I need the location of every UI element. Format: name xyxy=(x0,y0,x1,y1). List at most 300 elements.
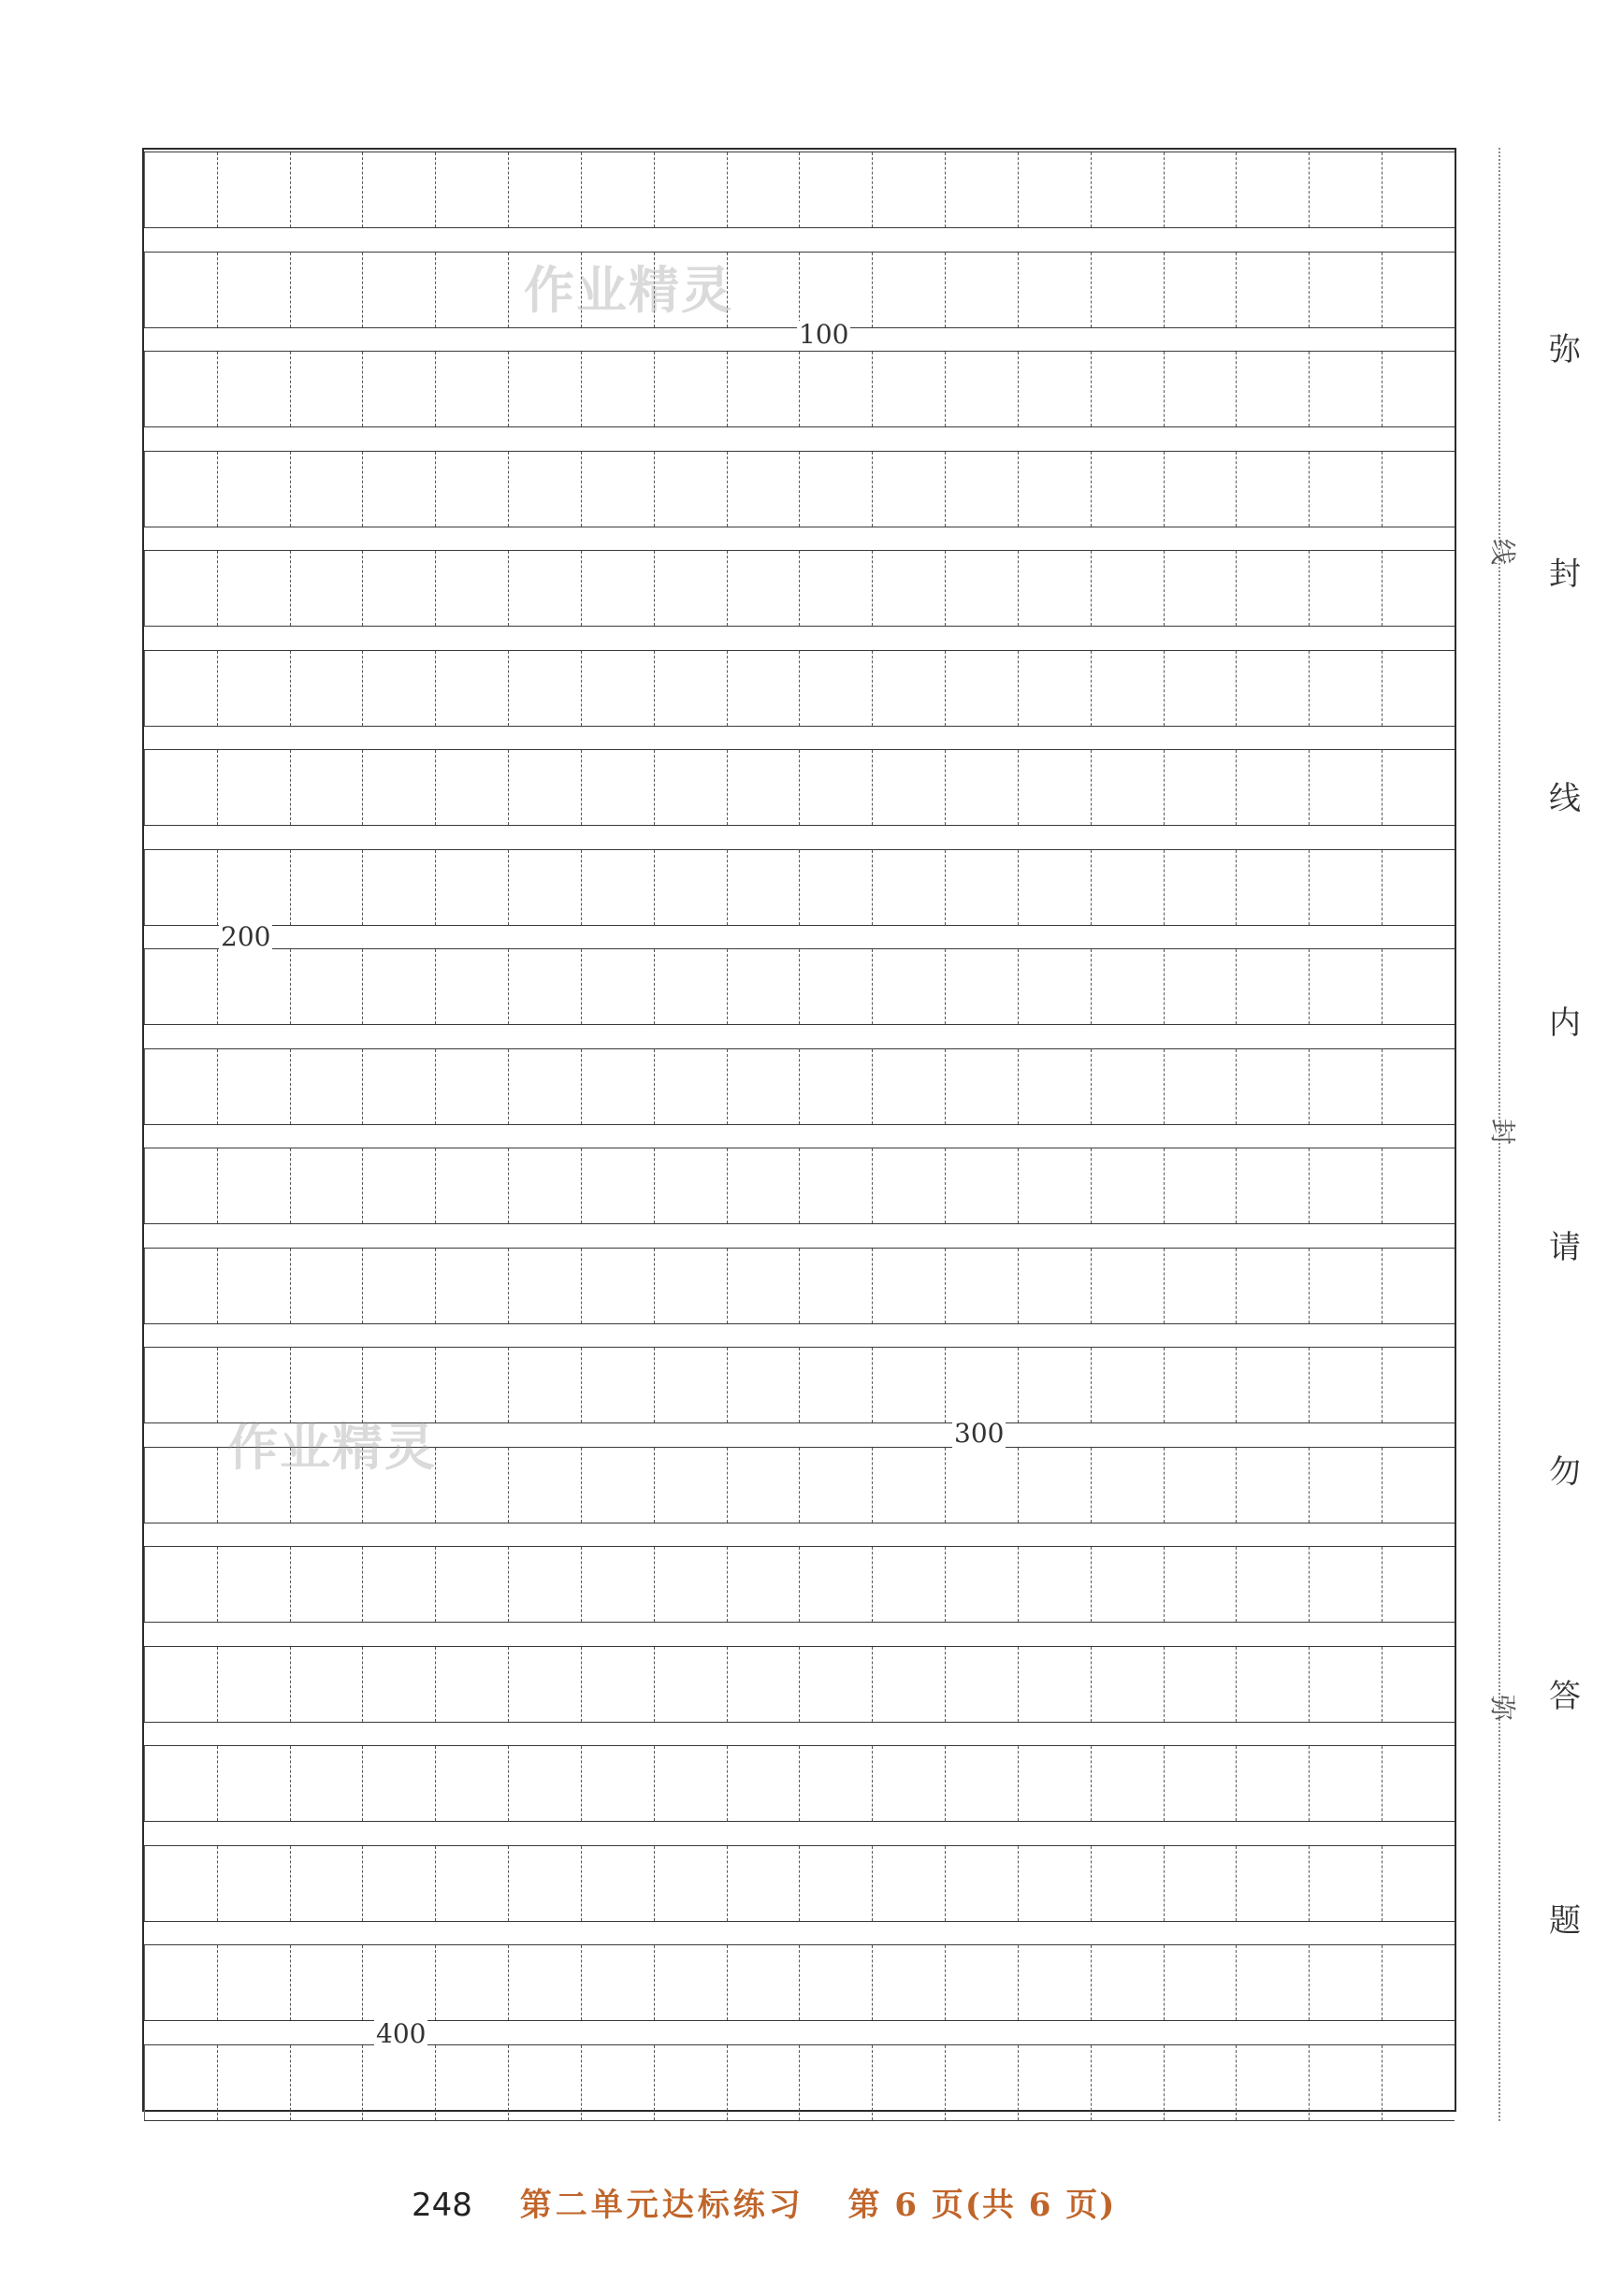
grid-cell[interactable] xyxy=(946,1148,1019,1223)
grid-cell[interactable] xyxy=(1092,1049,1165,1124)
grid-cell[interactable] xyxy=(363,1049,436,1124)
grid-cell[interactable] xyxy=(1383,651,1455,726)
grid-cell[interactable] xyxy=(946,1249,1019,1323)
grid-cell[interactable] xyxy=(1237,452,1310,527)
grid-cell[interactable] xyxy=(509,1148,582,1223)
grid-cell[interactable] xyxy=(1383,949,1455,1024)
grid-cell[interactable] xyxy=(1237,253,1310,327)
grid-cell[interactable] xyxy=(655,1647,728,1722)
grid-cell[interactable] xyxy=(1383,1846,1455,1921)
grid-cell[interactable] xyxy=(1310,1945,1383,2020)
grid-cell[interactable] xyxy=(800,1049,873,1124)
grid-cell[interactable] xyxy=(800,152,873,227)
grid-cell[interactable] xyxy=(1165,1448,1238,1523)
grid-cell[interactable] xyxy=(1165,750,1238,825)
grid-cell[interactable] xyxy=(946,1348,1019,1422)
grid-cell[interactable] xyxy=(873,1746,946,1821)
grid-cell[interactable] xyxy=(655,452,728,527)
grid-cell[interactable] xyxy=(582,2045,655,2120)
grid-cell[interactable] xyxy=(1310,1746,1383,1821)
grid-cell[interactable] xyxy=(363,452,436,527)
grid-cell[interactable] xyxy=(436,2045,509,2120)
grid-cell[interactable] xyxy=(1383,2045,1455,2120)
grid-cell[interactable] xyxy=(363,1148,436,1223)
grid-cell[interactable] xyxy=(1237,1647,1310,1722)
grid-cell[interactable] xyxy=(436,949,509,1024)
grid-cell[interactable] xyxy=(1165,1945,1238,2020)
grid-cell[interactable] xyxy=(291,1647,364,1722)
grid-cell[interactable] xyxy=(363,1846,436,1921)
grid-cell[interactable] xyxy=(873,452,946,527)
grid-cell[interactable] xyxy=(1310,750,1383,825)
grid-cell[interactable] xyxy=(436,1547,509,1622)
grid-cell[interactable] xyxy=(218,1945,291,2020)
grid-cell[interactable] xyxy=(291,152,364,227)
grid-cell[interactable] xyxy=(436,1448,509,1523)
grid-cell[interactable] xyxy=(363,2045,436,2120)
grid-cell[interactable] xyxy=(1019,651,1092,726)
grid-cell[interactable] xyxy=(1092,253,1165,327)
grid-cell[interactable] xyxy=(728,1547,801,1622)
grid-cell[interactable] xyxy=(728,651,801,726)
grid-cell[interactable] xyxy=(800,750,873,825)
grid-cell[interactable] xyxy=(582,1547,655,1622)
grid-cell[interactable] xyxy=(363,1249,436,1323)
grid-cell[interactable] xyxy=(218,253,291,327)
grid-cell[interactable] xyxy=(800,352,873,426)
grid-cell[interactable] xyxy=(655,1448,728,1523)
grid-cell[interactable] xyxy=(1310,352,1383,426)
grid-cell[interactable] xyxy=(1019,1348,1092,1422)
grid-cell[interactable] xyxy=(873,253,946,327)
grid-cell[interactable] xyxy=(1092,1846,1165,1921)
grid-cell[interactable] xyxy=(509,152,582,227)
grid-cell[interactable] xyxy=(363,1746,436,1821)
grid-cell[interactable] xyxy=(436,1647,509,1722)
grid-cell[interactable] xyxy=(291,1547,364,1622)
grid-cell[interactable] xyxy=(363,949,436,1024)
grid-cell[interactable] xyxy=(946,1746,1019,1821)
grid-cell[interactable] xyxy=(509,1746,582,1821)
grid-cell[interactable] xyxy=(946,1647,1019,1722)
grid-cell[interactable] xyxy=(436,352,509,426)
grid-cell[interactable] xyxy=(1237,551,1310,626)
grid-cell[interactable] xyxy=(1019,1148,1092,1223)
grid-cell[interactable] xyxy=(728,2045,801,2120)
grid-cell[interactable] xyxy=(1383,152,1455,227)
grid-cell[interactable] xyxy=(1092,949,1165,1024)
grid-cell[interactable] xyxy=(1092,452,1165,527)
grid-cell[interactable] xyxy=(873,949,946,1024)
grid-cell[interactable] xyxy=(291,452,364,527)
grid-cell[interactable] xyxy=(655,850,728,925)
grid-cell[interactable] xyxy=(291,750,364,825)
grid-cell[interactable] xyxy=(1092,1348,1165,1422)
grid-cell[interactable] xyxy=(946,1846,1019,1921)
grid-cell[interactable] xyxy=(1237,850,1310,925)
grid-cell[interactable] xyxy=(582,152,655,227)
grid-cell[interactable] xyxy=(509,1448,582,1523)
grid-cell[interactable] xyxy=(144,452,218,527)
grid-cell[interactable] xyxy=(946,651,1019,726)
grid-cell[interactable] xyxy=(582,949,655,1024)
grid-cell[interactable] xyxy=(291,850,364,925)
grid-cell[interactable] xyxy=(509,651,582,726)
grid-cell[interactable] xyxy=(144,152,218,227)
grid-cell[interactable] xyxy=(800,850,873,925)
grid-cell[interactable] xyxy=(1310,152,1383,227)
grid-cell[interactable] xyxy=(1092,1945,1165,2020)
grid-cell[interactable] xyxy=(873,1249,946,1323)
grid-cell[interactable] xyxy=(363,651,436,726)
grid-cell[interactable] xyxy=(1383,1448,1455,1523)
grid-cell[interactable] xyxy=(1237,1249,1310,1323)
grid-cell[interactable] xyxy=(291,1148,364,1223)
grid-cell[interactable] xyxy=(946,1049,1019,1124)
grid-cell[interactable] xyxy=(363,1647,436,1722)
grid-cell[interactable] xyxy=(582,1049,655,1124)
grid-cell[interactable] xyxy=(218,1148,291,1223)
grid-cell[interactable] xyxy=(291,2045,364,2120)
grid-cell[interactable] xyxy=(1165,1249,1238,1323)
grid-cell[interactable] xyxy=(800,1547,873,1622)
grid-cell[interactable] xyxy=(1092,1746,1165,1821)
grid-cell[interactable] xyxy=(363,152,436,227)
grid-cell[interactable] xyxy=(582,1746,655,1821)
grid-cell[interactable] xyxy=(509,1249,582,1323)
grid-cell[interactable] xyxy=(144,1846,218,1921)
grid-cell[interactable] xyxy=(728,1249,801,1323)
grid-cell[interactable] xyxy=(873,551,946,626)
grid-cell[interactable] xyxy=(728,1647,801,1722)
grid-cell[interactable] xyxy=(436,1846,509,1921)
grid-cell[interactable] xyxy=(1310,651,1383,726)
grid-cell[interactable] xyxy=(1092,850,1165,925)
grid-cell[interactable] xyxy=(218,152,291,227)
grid-cell[interactable] xyxy=(1383,551,1455,626)
grid-cell[interactable] xyxy=(144,1945,218,2020)
grid-cell[interactable] xyxy=(873,1846,946,1921)
grid-cell[interactable] xyxy=(873,2045,946,2120)
grid-cell[interactable] xyxy=(218,452,291,527)
grid-cell[interactable] xyxy=(582,1148,655,1223)
grid-cell[interactable] xyxy=(1310,1249,1383,1323)
grid-cell[interactable] xyxy=(436,253,509,327)
grid-cell[interactable] xyxy=(1383,1249,1455,1323)
grid-cell[interactable] xyxy=(800,1448,873,1523)
grid-cell[interactable] xyxy=(946,452,1019,527)
grid-cell[interactable] xyxy=(144,1249,218,1323)
grid-cell[interactable] xyxy=(946,152,1019,227)
grid-cell[interactable] xyxy=(873,152,946,227)
grid-cell[interactable] xyxy=(1237,949,1310,1024)
grid-cell[interactable] xyxy=(873,1448,946,1523)
grid-cell[interactable] xyxy=(728,1448,801,1523)
grid-cell[interactable] xyxy=(582,1249,655,1323)
grid-cell[interactable] xyxy=(1383,850,1455,925)
grid-cell[interactable] xyxy=(1165,850,1238,925)
grid-cell[interactable] xyxy=(1019,1249,1092,1323)
grid-cell[interactable] xyxy=(144,1746,218,1821)
grid-cell[interactable] xyxy=(509,1945,582,2020)
grid-cell[interactable] xyxy=(582,850,655,925)
grid-cell[interactable] xyxy=(144,949,218,1024)
grid-cell[interactable] xyxy=(582,352,655,426)
grid-cell[interactable] xyxy=(655,1945,728,2020)
grid-cell[interactable] xyxy=(144,1448,218,1523)
grid-cell[interactable] xyxy=(1165,1148,1238,1223)
grid-cell[interactable] xyxy=(1092,1148,1165,1223)
grid-cell[interactable] xyxy=(728,551,801,626)
grid-cell[interactable] xyxy=(1383,1647,1455,1722)
grid-cell[interactable] xyxy=(946,352,1019,426)
grid-cell[interactable] xyxy=(218,850,291,925)
grid-cell[interactable] xyxy=(728,750,801,825)
grid-cell[interactable] xyxy=(1019,1547,1092,1622)
grid-cell[interactable] xyxy=(1019,452,1092,527)
grid-cell[interactable] xyxy=(728,1746,801,1821)
grid-cell[interactable] xyxy=(582,750,655,825)
grid-cell[interactable] xyxy=(1165,1547,1238,1622)
grid-cell[interactable] xyxy=(582,1846,655,1921)
grid-cell[interactable] xyxy=(1165,1746,1238,1821)
grid-cell[interactable] xyxy=(1092,750,1165,825)
grid-cell[interactable] xyxy=(1383,253,1455,327)
grid-cell[interactable] xyxy=(728,850,801,925)
grid-cell[interactable] xyxy=(144,352,218,426)
grid-cell[interactable] xyxy=(655,750,728,825)
grid-cell[interactable] xyxy=(946,850,1019,925)
grid-cell[interactable] xyxy=(1383,1547,1455,1622)
grid-cell[interactable] xyxy=(1165,253,1238,327)
grid-cell[interactable] xyxy=(1237,2045,1310,2120)
grid-cell[interactable] xyxy=(436,850,509,925)
grid-cell[interactable] xyxy=(1165,1846,1238,1921)
grid-cell[interactable] xyxy=(655,1148,728,1223)
grid-cell[interactable] xyxy=(218,750,291,825)
grid-cell[interactable] xyxy=(800,1249,873,1323)
grid-cell[interactable] xyxy=(509,551,582,626)
grid-cell[interactable] xyxy=(144,651,218,726)
grid-cell[interactable] xyxy=(1237,1448,1310,1523)
grid-cell[interactable] xyxy=(873,1547,946,1622)
grid-cell[interactable] xyxy=(291,253,364,327)
grid-cell[interactable] xyxy=(800,1846,873,1921)
grid-cell[interactable] xyxy=(144,1148,218,1223)
grid-cell[interactable] xyxy=(873,850,946,925)
grid-cell[interactable] xyxy=(1019,1945,1092,2020)
grid-cell[interactable] xyxy=(291,1846,364,1921)
grid-cell[interactable] xyxy=(655,1846,728,1921)
grid-cell[interactable] xyxy=(1310,1647,1383,1722)
grid-cell[interactable] xyxy=(655,1249,728,1323)
grid-cell[interactable] xyxy=(1310,1148,1383,1223)
grid-cell[interactable] xyxy=(946,750,1019,825)
grid-cell[interactable] xyxy=(1019,1647,1092,1722)
grid-cell[interactable] xyxy=(655,1348,728,1422)
grid-cell[interactable] xyxy=(1383,1348,1455,1422)
grid-cell[interactable] xyxy=(946,551,1019,626)
grid-cell[interactable] xyxy=(655,2045,728,2120)
grid-cell[interactable] xyxy=(655,949,728,1024)
grid-cell[interactable] xyxy=(436,1746,509,1821)
grid-cell[interactable] xyxy=(655,551,728,626)
grid-cell[interactable] xyxy=(1310,1448,1383,1523)
grid-cell[interactable] xyxy=(1165,551,1238,626)
grid-cell[interactable] xyxy=(800,1945,873,2020)
grid-cell[interactable] xyxy=(1092,2045,1165,2120)
grid-cell[interactable] xyxy=(728,1049,801,1124)
grid-cell[interactable] xyxy=(1019,949,1092,1024)
grid-cell[interactable] xyxy=(436,152,509,227)
grid-cell[interactable] xyxy=(1310,1348,1383,1422)
grid-cell[interactable] xyxy=(655,352,728,426)
grid-cell[interactable] xyxy=(946,1547,1019,1622)
grid-cell[interactable] xyxy=(655,1049,728,1124)
grid-cell[interactable] xyxy=(1310,949,1383,1024)
grid-cell[interactable] xyxy=(873,651,946,726)
grid-cell[interactable] xyxy=(509,452,582,527)
grid-cell[interactable] xyxy=(509,1846,582,1921)
grid-cell[interactable] xyxy=(1310,1049,1383,1124)
grid-cell[interactable] xyxy=(728,1148,801,1223)
grid-cell[interactable] xyxy=(1019,1846,1092,1921)
grid-cell[interactable] xyxy=(873,1945,946,2020)
grid-cell[interactable] xyxy=(1383,1945,1455,2020)
grid-cell[interactable] xyxy=(218,949,291,1024)
grid-cell[interactable] xyxy=(1092,651,1165,726)
grid-cell[interactable] xyxy=(728,352,801,426)
grid-cell[interactable] xyxy=(946,253,1019,327)
grid-cell[interactable] xyxy=(1092,1647,1165,1722)
grid-cell[interactable] xyxy=(363,1547,436,1622)
grid-cell[interactable] xyxy=(1237,1846,1310,1921)
grid-cell[interactable] xyxy=(218,1647,291,1722)
grid-cell[interactable] xyxy=(291,1249,364,1323)
grid-cell[interactable] xyxy=(1019,253,1092,327)
grid-cell[interactable] xyxy=(291,949,364,1024)
grid-cell[interactable] xyxy=(728,152,801,227)
grid-cell[interactable] xyxy=(873,1049,946,1124)
grid-cell[interactable] xyxy=(509,1049,582,1124)
grid-cell[interactable] xyxy=(1383,1049,1455,1124)
grid-cell[interactable] xyxy=(291,1049,364,1124)
grid-cell[interactable] xyxy=(1310,253,1383,327)
grid-cell[interactable] xyxy=(363,551,436,626)
grid-cell[interactable] xyxy=(363,750,436,825)
grid-cell[interactable] xyxy=(873,1148,946,1223)
grid-cell[interactable] xyxy=(1237,352,1310,426)
grid-cell[interactable] xyxy=(946,1945,1019,2020)
grid-cell[interactable] xyxy=(363,352,436,426)
grid-cell[interactable] xyxy=(1165,152,1238,227)
grid-cell[interactable] xyxy=(873,1647,946,1722)
grid-cell[interactable] xyxy=(1019,352,1092,426)
grid-cell[interactable] xyxy=(1165,2045,1238,2120)
grid-cell[interactable] xyxy=(218,352,291,426)
grid-cell[interactable] xyxy=(800,2045,873,2120)
grid-cell[interactable] xyxy=(582,551,655,626)
grid-cell[interactable] xyxy=(1237,1049,1310,1124)
grid-cell[interactable] xyxy=(1237,1547,1310,1622)
grid-cell[interactable] xyxy=(1019,152,1092,227)
grid-cell[interactable] xyxy=(1383,452,1455,527)
grid-cell[interactable] xyxy=(1092,1448,1165,1523)
grid-cell[interactable] xyxy=(363,850,436,925)
grid-cell[interactable] xyxy=(1237,1945,1310,2020)
grid-cell[interactable] xyxy=(436,1348,509,1422)
grid-cell[interactable] xyxy=(144,1348,218,1422)
grid-cell[interactable] xyxy=(218,551,291,626)
grid-cell[interactable] xyxy=(800,253,873,327)
grid-cell[interactable] xyxy=(873,352,946,426)
grid-cell[interactable] xyxy=(1165,452,1238,527)
grid-cell[interactable] xyxy=(363,253,436,327)
grid-cell[interactable] xyxy=(1383,1746,1455,1821)
grid-cell[interactable] xyxy=(582,1647,655,1722)
grid-cell[interactable] xyxy=(218,1846,291,1921)
grid-cell[interactable] xyxy=(728,452,801,527)
grid-cell[interactable] xyxy=(1310,2045,1383,2120)
grid-cell[interactable] xyxy=(291,352,364,426)
grid-cell[interactable] xyxy=(582,1945,655,2020)
grid-cell[interactable] xyxy=(144,1547,218,1622)
grid-cell[interactable] xyxy=(144,850,218,925)
grid-cell[interactable] xyxy=(1165,352,1238,426)
grid-cell[interactable] xyxy=(218,651,291,726)
grid-cell[interactable] xyxy=(1383,750,1455,825)
grid-cell[interactable] xyxy=(1237,1148,1310,1223)
grid-cell[interactable] xyxy=(144,750,218,825)
grid-cell[interactable] xyxy=(946,949,1019,1024)
grid-cell[interactable] xyxy=(144,253,218,327)
grid-cell[interactable] xyxy=(728,253,801,327)
grid-cell[interactable] xyxy=(1165,1049,1238,1124)
grid-cell[interactable] xyxy=(1019,1448,1092,1523)
grid-cell[interactable] xyxy=(1165,651,1238,726)
grid-cell[interactable] xyxy=(655,1746,728,1821)
grid-cell[interactable] xyxy=(436,452,509,527)
grid-cell[interactable] xyxy=(655,1547,728,1622)
grid-cell[interactable] xyxy=(1383,1148,1455,1223)
grid-cell[interactable] xyxy=(436,651,509,726)
grid-cell[interactable] xyxy=(946,1448,1019,1523)
grid-cell[interactable] xyxy=(873,750,946,825)
grid-cell[interactable] xyxy=(582,1348,655,1422)
grid-cell[interactable] xyxy=(144,2045,218,2120)
grid-cell[interactable] xyxy=(509,1348,582,1422)
grid-cell[interactable] xyxy=(509,1547,582,1622)
grid-cell[interactable] xyxy=(1019,750,1092,825)
grid-cell[interactable] xyxy=(800,1746,873,1821)
grid-cell[interactable] xyxy=(1092,551,1165,626)
grid-cell[interactable] xyxy=(436,1945,509,2020)
grid-cell[interactable] xyxy=(800,1348,873,1422)
grid-cell[interactable] xyxy=(800,1647,873,1722)
grid-cell[interactable] xyxy=(1165,1348,1238,1422)
grid-cell[interactable] xyxy=(1019,1746,1092,1821)
grid-cell[interactable] xyxy=(1019,551,1092,626)
grid-cell[interactable] xyxy=(1237,750,1310,825)
grid-cell[interactable] xyxy=(1310,1547,1383,1622)
grid-cell[interactable] xyxy=(1310,452,1383,527)
grid-cell[interactable] xyxy=(1019,2045,1092,2120)
grid-cell[interactable] xyxy=(728,1846,801,1921)
grid-cell[interactable] xyxy=(800,651,873,726)
grid-cell[interactable] xyxy=(1237,651,1310,726)
grid-cell[interactable] xyxy=(218,1547,291,1622)
grid-cell[interactable] xyxy=(1092,1249,1165,1323)
